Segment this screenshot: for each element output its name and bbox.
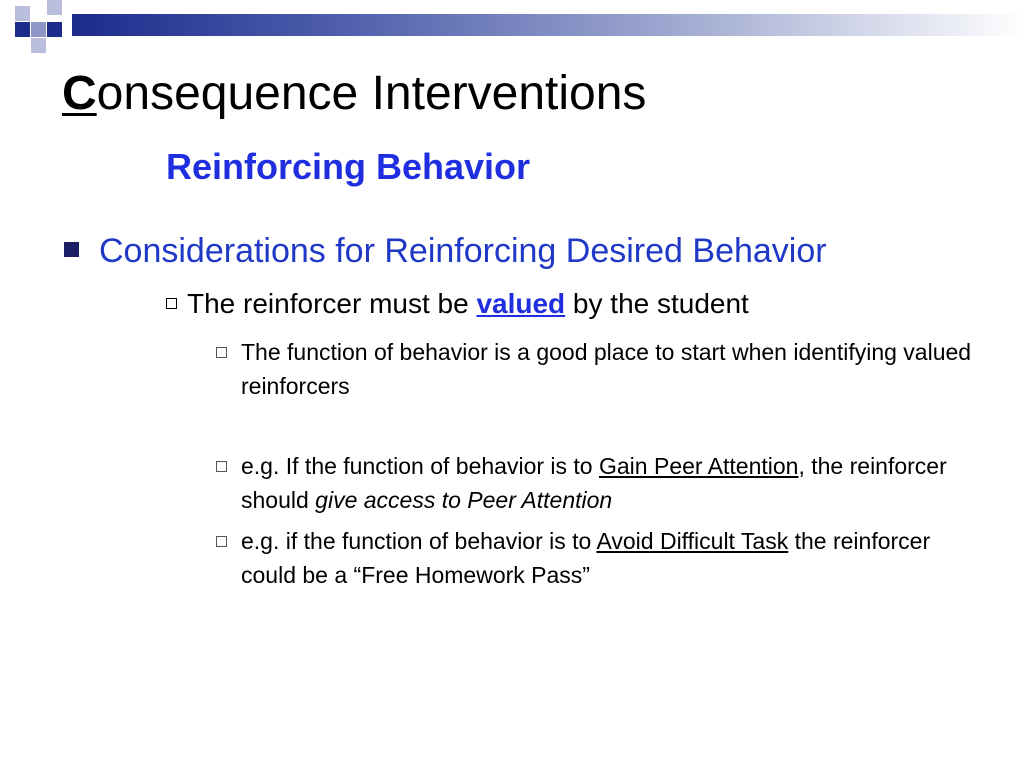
text-segment: , the reinforcer should (241, 453, 947, 513)
bullet-peer-attention-text (241, 449, 976, 517)
decor-square (15, 22, 30, 37)
text-segment: e.g. If the function of behavior is to (241, 453, 599, 479)
decor-square (31, 38, 46, 53)
decor-square (47, 22, 62, 37)
bullet-function-start-text: The function of behavior is a good place to start when identifying valued reinforcers (241, 339, 972, 399)
gain-peer-attention-underlined: Gain Peer Attention (599, 453, 799, 479)
valued-emphasis: valued (476, 288, 566, 319)
hollow-square-bullet-icon (166, 298, 177, 309)
hollow-square-bullet-icon (216, 461, 227, 472)
give-access-italic: give access to Peer Attention (315, 487, 613, 513)
bullet-peer-attention (216, 449, 976, 517)
title-rest: onsequence Interventions (96, 67, 647, 120)
bullet-considerations (64, 232, 827, 271)
hollow-square-bullet-icon (216, 347, 227, 358)
sub-point-before: The reinforcer must be (187, 288, 477, 319)
decor-square (15, 6, 30, 21)
text-segment: the reinforcer could be a “Free Homework Pass” (241, 528, 931, 588)
slide-title (62, 68, 646, 121)
avoid-difficult-task-underlined: Avoid Difficult Task (596, 528, 789, 554)
bullet-difficult-task-text (241, 524, 976, 592)
decor-square (31, 22, 46, 37)
text-segment: e.g. if the function of behavior is to (241, 528, 597, 554)
square-bullet-icon (64, 242, 79, 257)
header-gradient-bar (72, 14, 1024, 36)
bullet-function-start (216, 335, 976, 403)
bullet-reinforcer-valued (166, 288, 749, 320)
slide-subtitle: Reinforcing Behavior (166, 146, 531, 187)
sub-point-after: by the student (565, 288, 749, 319)
bullet-considerations-text: Considerations for Reinforcing Desired Behavior (99, 232, 827, 270)
hollow-square-bullet-icon (216, 536, 227, 547)
title-initial: C (62, 67, 97, 120)
decor-square (47, 0, 62, 15)
bullet-difficult-task (216, 524, 976, 592)
